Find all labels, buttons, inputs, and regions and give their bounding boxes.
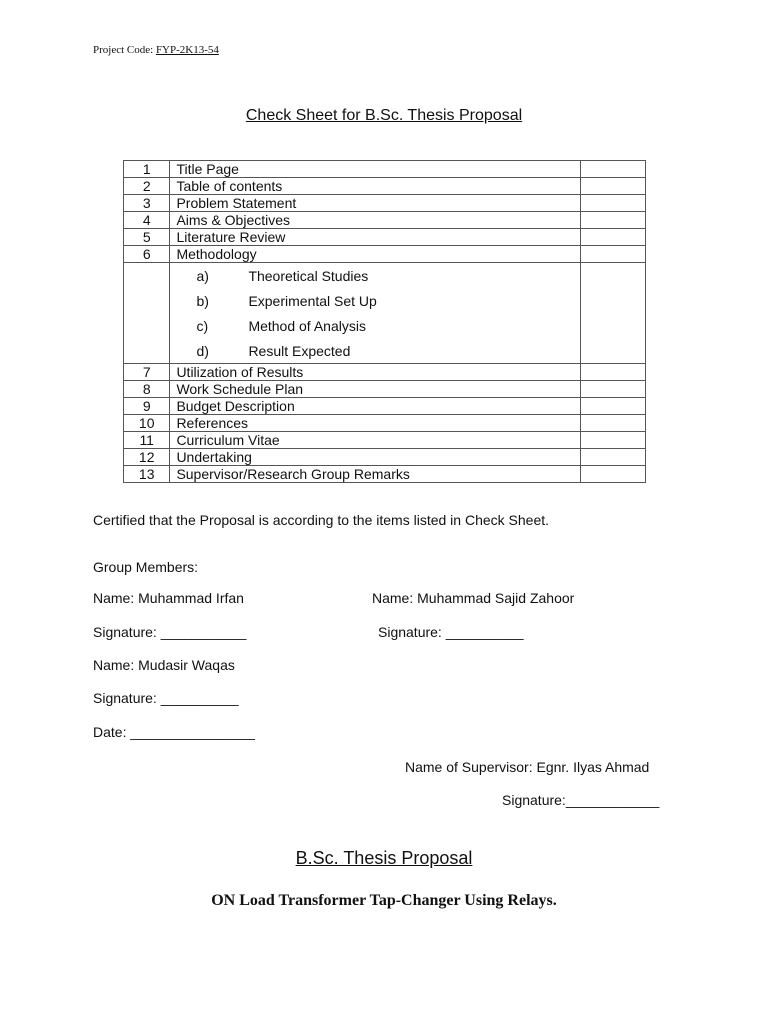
item-label: Budget Description <box>170 398 580 415</box>
check-cell <box>580 246 645 263</box>
table-row <box>124 246 646 263</box>
member3-signature: Signature: __________ <box>93 690 239 706</box>
table-row <box>124 195 646 212</box>
item-number: 8 <box>124 381 170 398</box>
check-cell <box>580 381 645 398</box>
subitem-letter: a) <box>196 267 209 284</box>
item-number: 1 <box>124 161 170 178</box>
check-cell <box>580 229 645 246</box>
item-label: Aims & Objectives <box>170 212 580 229</box>
check-cell <box>580 398 645 415</box>
item-label: Undertaking <box>170 449 580 466</box>
table-row <box>124 398 646 415</box>
item-label: Problem Statement <box>170 195 580 212</box>
methodology-subitems-row <box>124 263 646 364</box>
table-row <box>124 432 646 449</box>
item-number: 2 <box>124 178 170 195</box>
table-row <box>124 229 646 246</box>
check-cell <box>580 449 645 466</box>
project-code-label: Project Code: <box>93 44 154 56</box>
check-cell <box>580 466 645 483</box>
table-row <box>124 161 646 178</box>
member1-signature: Signature: ___________ <box>93 624 247 640</box>
proposal-title: ON Load Transformer Tap-Changer Using Relays. <box>211 892 557 909</box>
check-cell <box>580 364 645 381</box>
check-cell <box>580 432 645 449</box>
item-number: 5 <box>124 229 170 246</box>
table-row <box>124 466 646 483</box>
member2-name: Name: Muhammad Sajid Zahoor <box>372 590 575 606</box>
item-label: Table of contents <box>170 178 580 195</box>
supervisor-signature: Signature:____________ <box>502 792 660 808</box>
subitem <box>170 288 579 313</box>
empty-cell <box>124 263 170 364</box>
subitem-label: Method of Analysis <box>248 317 366 334</box>
methodology-subitems <box>170 263 580 364</box>
item-number: 7 <box>124 364 170 381</box>
subitem-letter: d) <box>196 342 209 359</box>
item-label: References <box>170 415 580 432</box>
item-number: 3 <box>124 195 170 212</box>
item-label: Supervisor/Research Group Remarks <box>170 466 580 483</box>
item-number: 13 <box>124 466 170 483</box>
subitem <box>170 313 579 338</box>
check-cell <box>580 415 645 432</box>
project-code <box>93 44 219 56</box>
subitem-label: Theoretical Studies <box>248 267 369 284</box>
check-sheet-title: Check Sheet for B.Sc. Thesis Proposal <box>245 107 523 124</box>
subitem-letter: c) <box>196 317 209 334</box>
proposal-heading: B.Sc. Thesis Proposal <box>295 848 473 868</box>
subitem-label: Experimental Set Up <box>248 292 377 309</box>
member3-name: Name: Mudasir Waqas <box>93 657 235 673</box>
check-cell <box>580 178 645 195</box>
certification-text: Certified that the Proposal is according to the items listed in Check Sheet. <box>93 512 550 528</box>
subitem <box>170 263 579 288</box>
item-number: 6 <box>124 246 170 263</box>
table-row <box>124 364 646 381</box>
check-cell <box>580 212 645 229</box>
project-code-value: FYP-2K13-54 <box>155 44 219 56</box>
group-members-heading: Group Members: <box>93 559 199 575</box>
check-cell <box>580 161 645 178</box>
supervisor-name: Name of Supervisor: Egnr. Ilyas Ahmad <box>405 759 650 775</box>
date-line: Date: ________________ <box>93 724 255 740</box>
item-label: Utilization of Results <box>170 364 580 381</box>
item-label: Literature Review <box>170 229 580 246</box>
item-label: Methodology <box>170 246 580 263</box>
subitem-label: Result Expected <box>248 342 351 359</box>
table-row <box>124 415 646 432</box>
check-sheet-table <box>123 160 646 483</box>
table-row <box>124 381 646 398</box>
check-cell <box>580 195 645 212</box>
subitem-letter: b) <box>196 292 209 309</box>
item-number: 10 <box>124 415 170 432</box>
table-row <box>124 449 646 466</box>
table-row <box>124 178 646 195</box>
item-number: 9 <box>124 398 170 415</box>
item-number: 11 <box>124 432 170 449</box>
subitem <box>170 338 579 363</box>
item-label: Work Schedule Plan <box>170 381 580 398</box>
table-row <box>124 212 646 229</box>
item-number: 12 <box>124 449 170 466</box>
item-label: Curriculum Vitae <box>170 432 580 449</box>
check-cell <box>580 263 645 364</box>
member1-name: Name: Muhammad Irfan <box>93 590 244 606</box>
item-number: 4 <box>124 212 170 229</box>
member2-signature: Signature: __________ <box>378 624 524 640</box>
item-label: Title Page <box>170 161 580 178</box>
